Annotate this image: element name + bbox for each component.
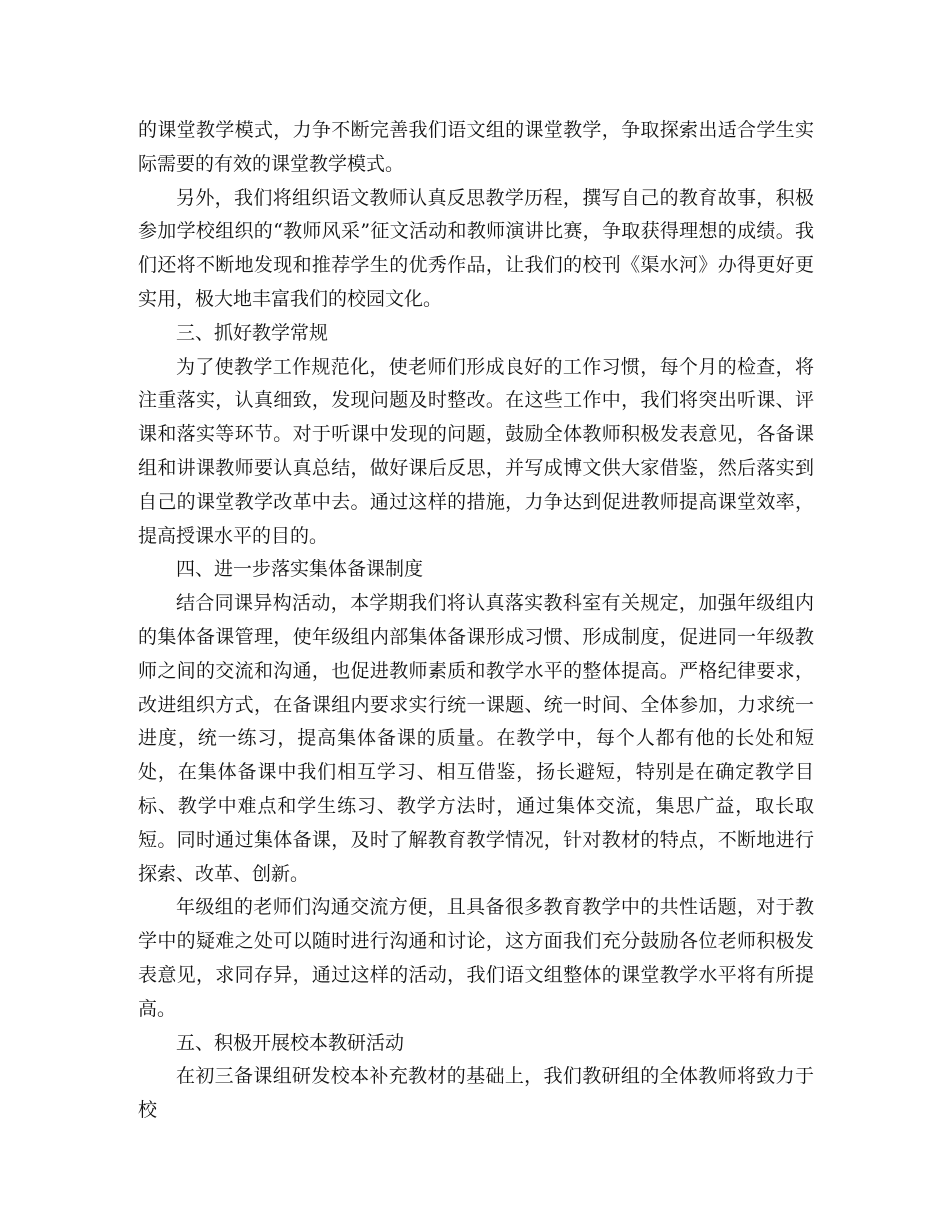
paragraph-continuation: 的课堂教学模式，力争不断完善我们语文组的课堂教学，争取探索出适合学生实际需要的有效的课堂教学模式。: [138, 119, 814, 175]
paragraph-reflection: 另外，我们将组织语文教师认真反思教学历程，撰写自己的教育故事，积极参加学校组织的“教师风采”征文活动和教师演讲比赛，争取获得理想的成绩。我们还将不断地发现和推荐学生的优秀作品，让我们的校刊《渠水河》办得更好更实用，极大地丰富我们的校园文化。: [138, 186, 814, 310]
paragraph-school-research: 在初三备课组研发校本补充教材的基础上，我们教研组的全体教师将致力于校: [138, 1065, 814, 1122]
section-heading-4: 四、进一步落实集体备课制度: [176, 558, 424, 581]
paragraph-teaching-routine: 为了使教学工作规范化，使老师们形成良好的工作习惯，每个月的检查，将注重落实，认真细致，发现问题及时整改。在这些工作中，我们将突出听课、评课和落实等环节。对于听课中发现的问题，鼓励全体教师积极发表意见，各备课组和讲课教师要认真总结，做好课后反思，并写成博文供大家借鉴，然后落实到自己的课堂教学改革中去。通过这样的措施，力争达到促进教师提高课堂效率，提高授课水平的目的。: [138, 355, 814, 547]
paragraph-grade-group: 年级组的老师们沟通交流方便，且具备很多教育教学中的共性话题，对于教学中的疑难之处可以随时进行沟通和讨论，这方面我们充分鼓励各位老师积极发表意见，求同存异，通过这样的活动，我们语文组整体的课堂教学水平将有所提高。: [138, 896, 814, 1020]
section-heading-3: 三、抓好教学常规: [176, 321, 329, 344]
section-heading-5: 五、积极开展校本教研活动: [176, 1031, 405, 1054]
paragraph-collective-lesson-prep: 结合同课异构活动，本学期我们将认真落实教科室有关规定，加强年级组内的集体备课管理，使年级组内部集体备课形成习惯、形成制度，促进同一年级教师之间的交流和沟通，也促进教师素质和教学水平的整体提高。严格纪律要求，改进组织方式，在备课组内要求实行统一课题、统一时间、全体参加，力求统一进度，统一练习，提高集体备课的质量。在教学中，每个人都有他的长处和短处，在集体备课中我们相互学习、相互借鉴，扬长避短，特别是在确定教学目标、教学中难点和学生练习、教学方法时，通过集体交流，集思广益，取长取短。同时通过集体备课，及时了解教育教学情况，针对教材的特点，不断地进行探索、改革、创新。: [138, 592, 814, 885]
document-body: [138, 114, 814, 1128]
